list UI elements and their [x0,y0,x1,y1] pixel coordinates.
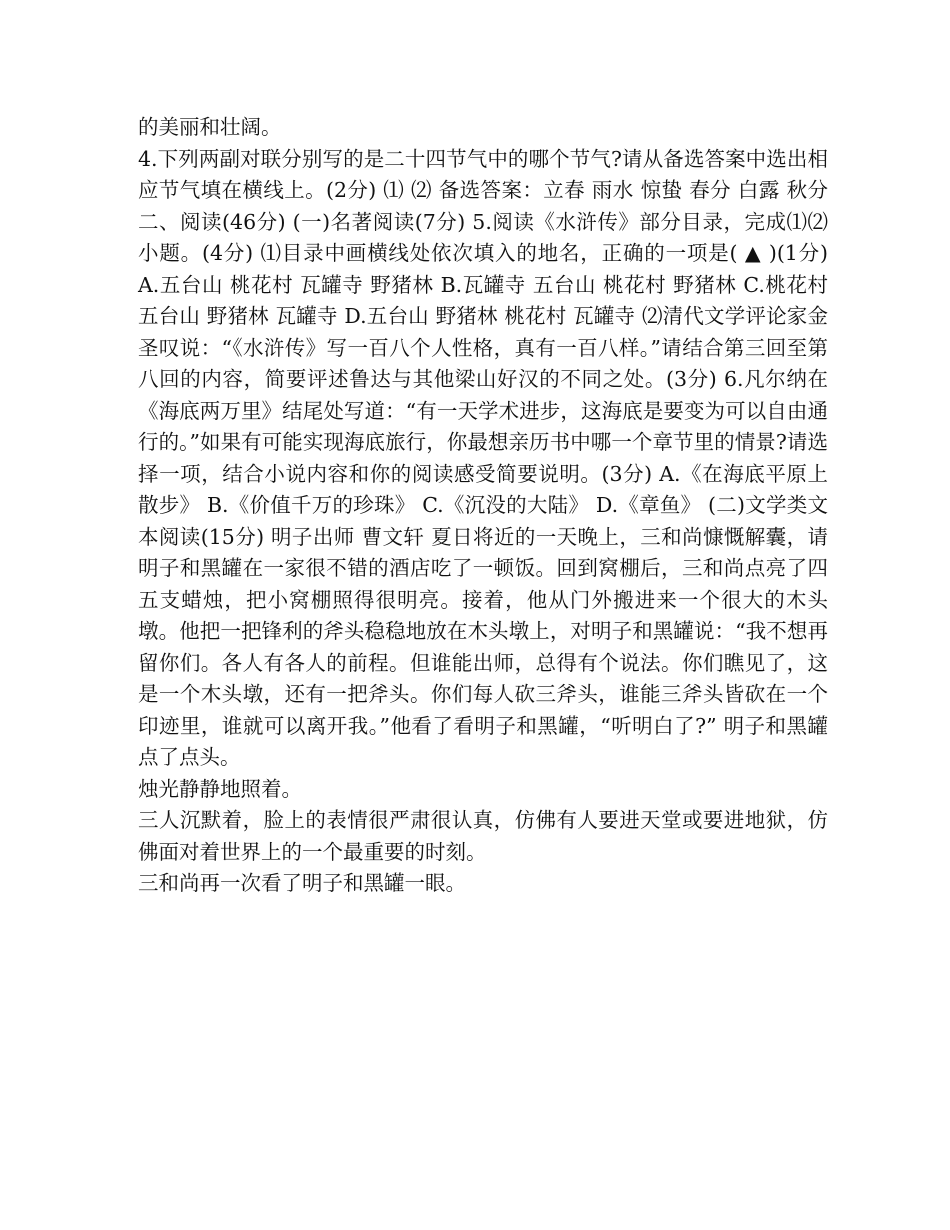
paragraph-look-again: 三和尚再一次看了明子和黑罐一眼。 [138,871,466,895]
paragraph-questions-and-reading: 4.下列两副对联分别写的是二十四节气中的哪个节气?请从备选答案中选出相应节气填在横线上。(2分) ⑴ ⑵ 备选答案：立春 雨水 惊蛰 春分 白露 秋分 二、阅读(46分) (一)名著阅读(7分) 5.阅读《水浒传》部分目录，完成⑴⑵小题。(4分) ⑴目录中画横线处依次填入的地名，正确的一项是( ▲ )(1分) A.五台山 桃花村 瓦罐寺 野猪林 B.瓦罐寺 五台山 桃花村 野猪林 C.桃花村 五台山 野猪林 瓦罐寺 D.五台山 野猪林 桃花村 瓦罐寺 ⑵清代文学评论家金圣叹说：“《水浒传》写一百八个人性格，真有一百八样。”请结合第三回至第八回的内容，简要评述鲁达与其他梁山好汉的不同之处。(3分) 6.凡尔纳在《海底两万里》结尾处写道：“有一天学术进步，这海底是要变为可以自由通行的。”如果有可能实现海底旅行，你最想亲历书中哪一个章节里的情景?请选择一项，结合小说内容和你的阅读感受简要说明。(3分) A.《在海底平原上散步》 B.《价值千万的珍珠》 C.《沉没的大陆》 D.《章鱼》 (二)文学类文本阅读(15分) 明子出师 曹文轩 夏日将近的一天晚上，三和尚慷慨解囊，请明子和黑罐在一家很不错的酒店吃了一顿饭。回到窝棚后，三和尚点亮了四五支蜡烛，把小窝棚照得很明亮。接着，他从门外搬进来一个很大的木头墩。他把一把锋利的斧头稳稳地放在木头墩上，对明子和黑罐说：“我不想再留你们。各人有各人的前程。但谁能出师，总得有个说法。你们瞧见了，这是一个木头墩，还有一把斧头。你们每人砍三斧头，谁能三斧头皆砍在一个印迹里，谁就可以离开我。”他看了看明子和黑罐，“听明白了?” 明子和黑罐点了点头。 [138,146,828,769]
paragraph-silence: 三人沉默着，脸上的表情很严肃很认真，仿佛有人要进天堂或要进地狱，仿佛面对着世界上的一个最重要的时刻。 [138,808,828,864]
document-body [138,112,828,900]
paragraph-candlelight: 烛光静静地照着。 [138,776,302,801]
paragraph-intro-end: 的美丽和壮阔。 [138,115,282,139]
